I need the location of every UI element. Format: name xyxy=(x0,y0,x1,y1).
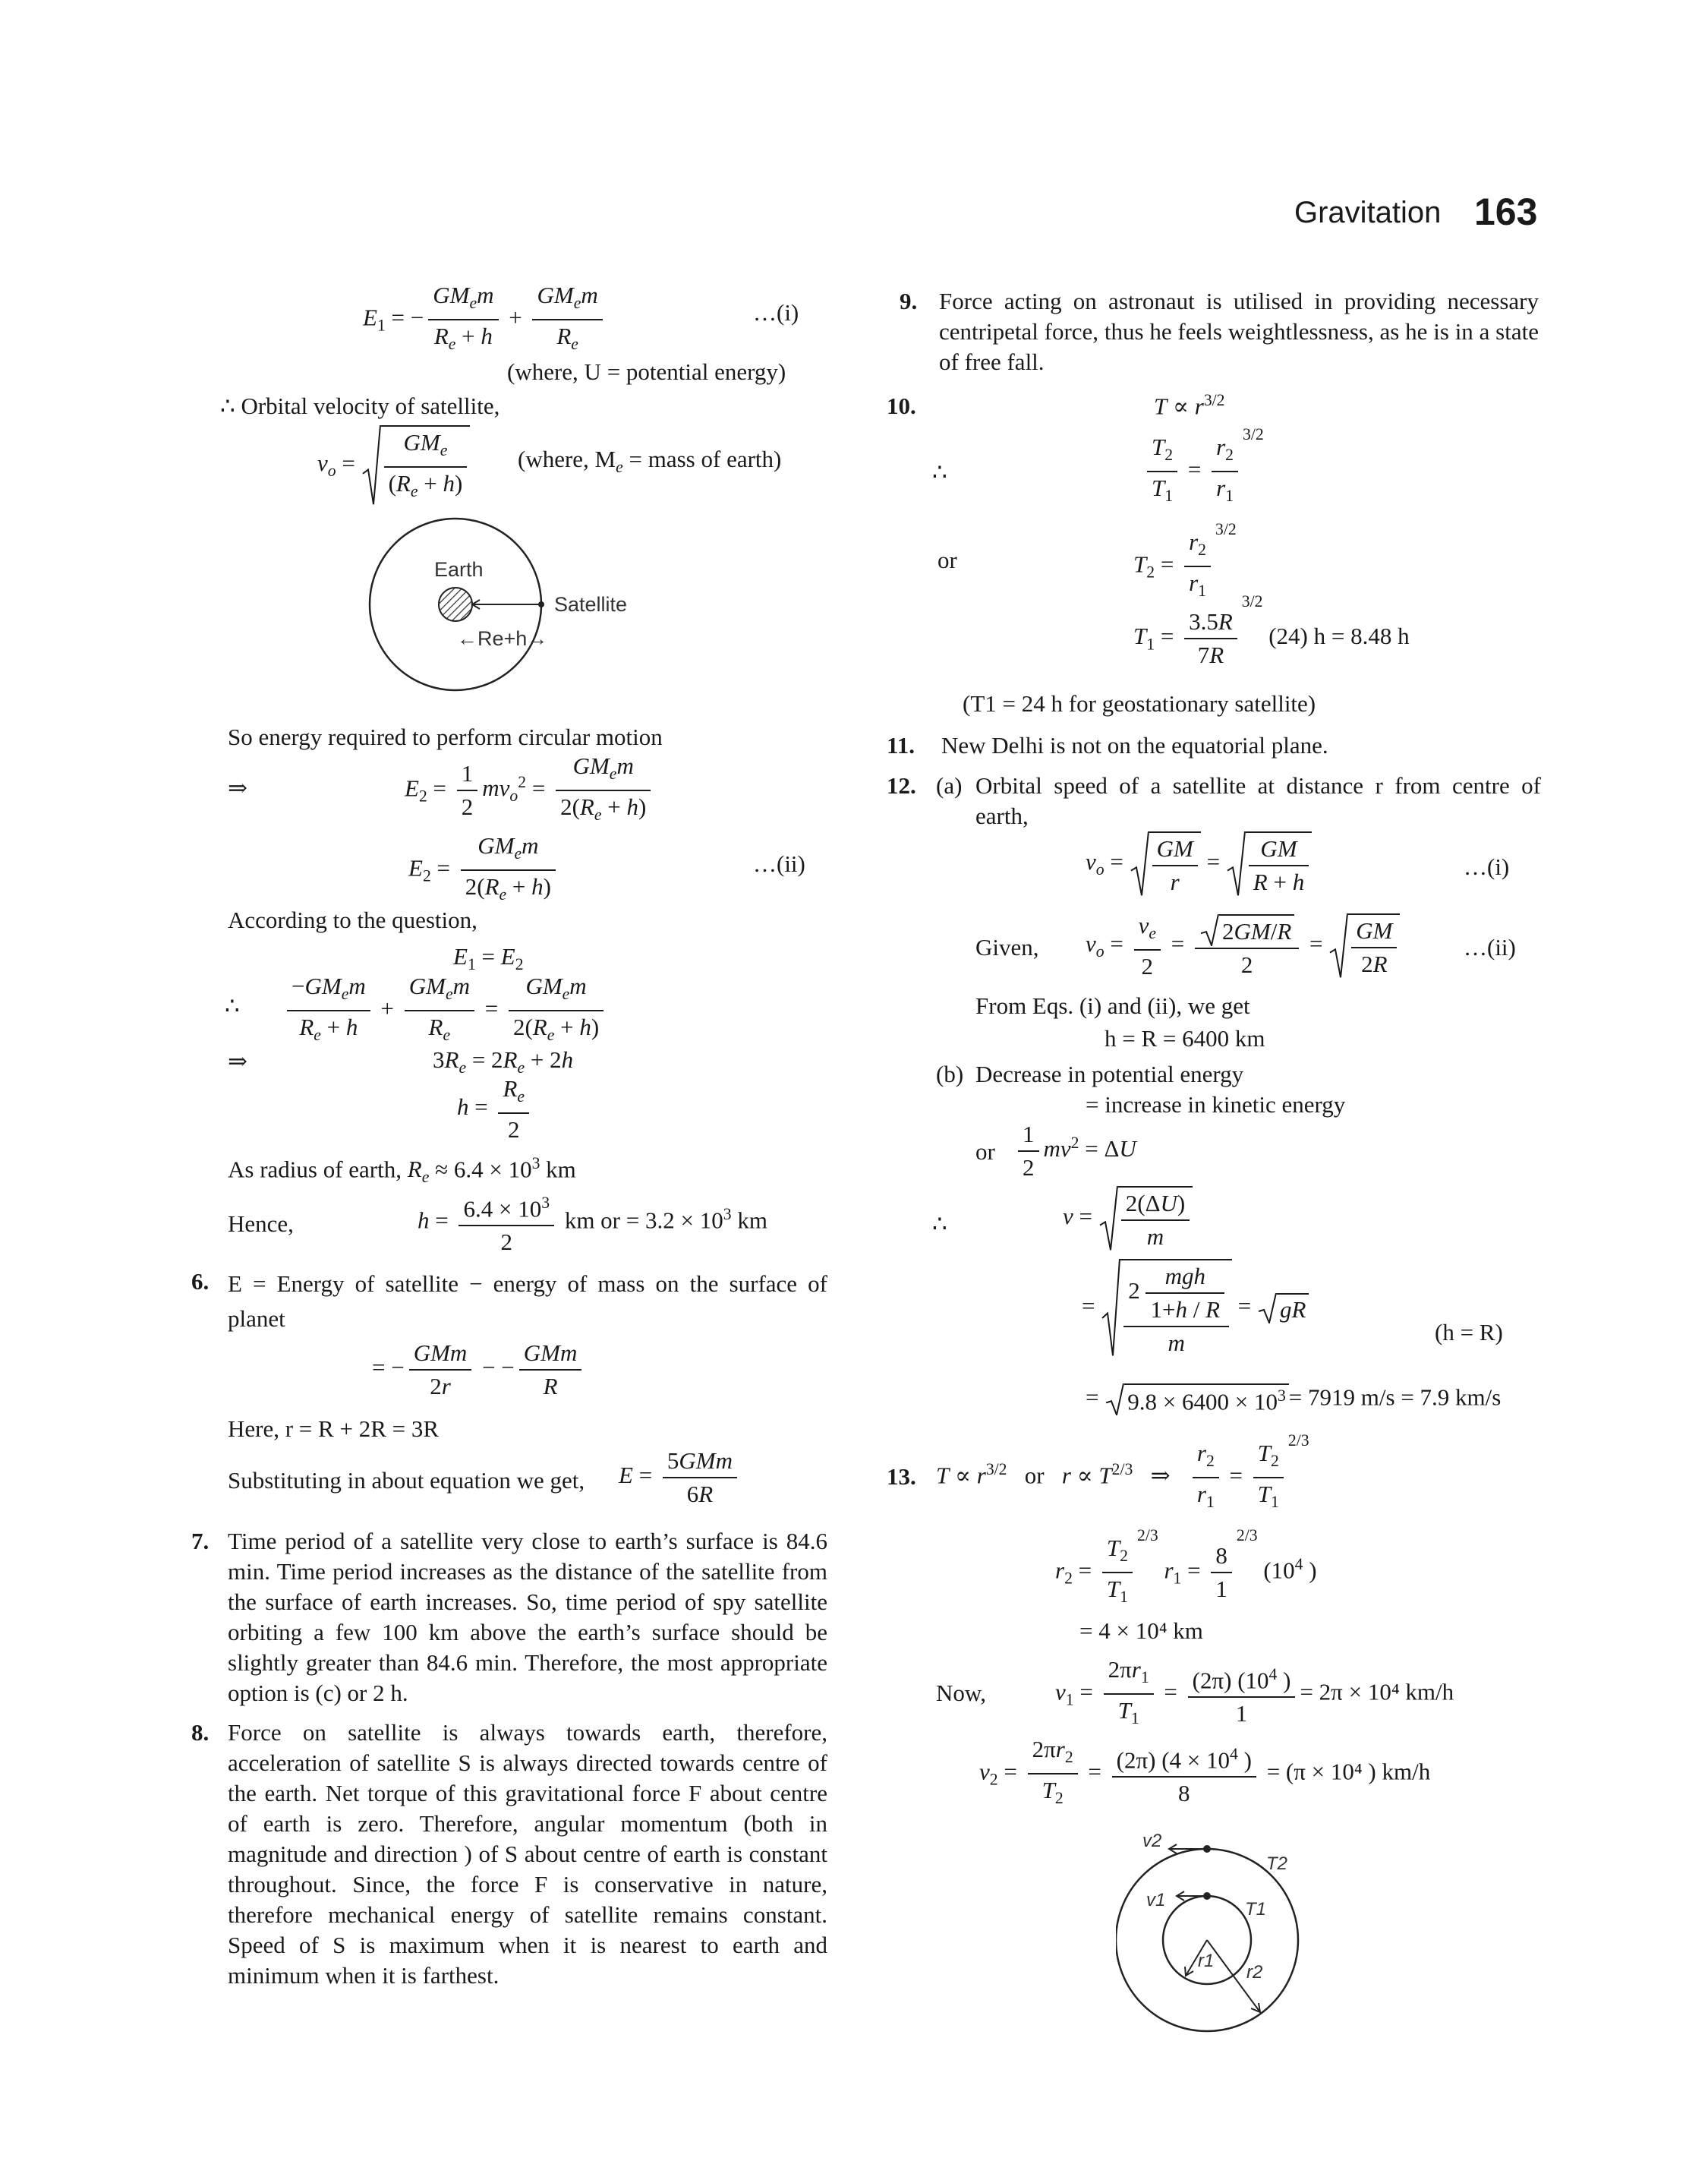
here-line: Here, r = R + 2R = 3R xyxy=(228,1415,440,1442)
q8-text: Force on satellite is always towards earth, therefore, acceleration of satellite S is always directed towards centre of the earth. Net torque of this gravitational force F about centre of earth is zero. Therefore, angular momentum (both in magnitude and direction ) of S about centre of earth is constant throughout. Since, the force F is conservative in nature, therefore mechanical energy of satellite remains constant. Speed of S is maximum when it is nearest to earth and minimum when it is farthest. xyxy=(228,1719,827,1989)
given-label: Given, xyxy=(975,934,1039,961)
v1-label: v1 xyxy=(1146,1890,1166,1910)
h-result: h = R = 6400 km xyxy=(1105,1025,1265,1052)
q12b-text: Decrease in potential energy xyxy=(975,1061,1244,1087)
equation-e-final: E = $\frac{\text{5GMm}}{6R}$ xyxy=(619,1446,742,1509)
where-me: (where, $M_e$ = mass of earth) xyxy=(518,446,782,477)
implies-2: ⇒ xyxy=(228,1048,247,1074)
q8-number: 8. xyxy=(191,1719,210,1746)
earth-label: Earth xyxy=(434,558,484,581)
equation-e2-a: $E_2$ = $\frac{1}{2}$ $mv_o^2$ = $\frac{GM_em}{2(R_e + h)}$ xyxy=(405,752,655,829)
q9-text: Force acting on astronaut is utilised in providing necessary centripetal force, thus he feels weightlessness, as he is in a state of free fall. xyxy=(939,288,1539,375)
r2-label: r2 xyxy=(1246,1962,1263,1983)
q11-text: New Delhi is not on the equatorial plane. xyxy=(941,732,1328,759)
implies-1: ⇒ xyxy=(228,774,247,801)
equation-t-ratio: $\frac{T_2}{T_1}$ = $\frac{r_2}{r_1}$ $^{3/2}$ xyxy=(1142,433,1264,510)
therefore-3: ∴ xyxy=(932,1210,947,1237)
equation-3re: $3R_e = 2R_e + 2h$ xyxy=(433,1046,574,1077)
satellite-label: Satellite xyxy=(554,593,628,616)
q12-number: 12. xyxy=(887,772,916,799)
q12b-label: (b) xyxy=(936,1061,964,1087)
radius-label: ←Re+h→ xyxy=(457,627,548,650)
equation-v2: $v_2$ = $\frac{2\pi r_2}{T_2}$ = $\frac{(2\pi) (4 \times 10^4 )}{8}$ = (π × 10⁴ ) km/h xyxy=(979,1736,1431,1808)
equation-q6: = − $\frac{\text{GMm}}{2r}$ − − $\frac{\text{GMm}}{R}$ xyxy=(372,1339,586,1401)
equation-ke: $\frac{1}{2}$ $mv^2 = \Delta U$ xyxy=(1013,1120,1136,1182)
so-energy-text: So energy required to perform circular motion xyxy=(228,724,663,750)
substituting-text: Substituting in about equation we get, xyxy=(228,1467,585,1494)
q6-number: 6. xyxy=(191,1268,210,1295)
h-eq-r: (h = R) xyxy=(1435,1319,1503,1345)
q12b-text2: = increase in kinetic energy xyxy=(1086,1091,1346,1118)
q11-number: 11. xyxy=(887,732,915,759)
earth-satellite-diagram xyxy=(349,513,638,702)
or-2: or xyxy=(975,1138,995,1165)
according-text: According to the question, xyxy=(228,907,477,933)
equation-tag-1: …(i) xyxy=(753,299,799,326)
equation-tag-2: …(ii) xyxy=(753,850,805,877)
equation-e1: $E_1$ = − $\frac{GM_em}{R_e + h}$ + $\frac{GM_em}{R_e}$ xyxy=(363,281,607,358)
equation-vo: $v_o$ = $\frac{GM_e}{(R_e + h)}$ xyxy=(317,425,470,506)
equation-t-prop: $T \propto r^{3/2}$ xyxy=(1154,391,1225,420)
r2-result: = 4 × 10⁴ km xyxy=(1079,1617,1203,1644)
equation-tag-vo: …(i) xyxy=(1464,853,1510,880)
equation-equate: $\frac{-GM_em}{R_e + h}$ + $\frac{GM_em}{R_e}$ = $\frac{GM_em}{2(R_e + h)}$ xyxy=(282,972,608,1049)
or-1: or xyxy=(938,547,957,573)
page-number: 163 xyxy=(1474,191,1538,233)
equation-v-mgh: = 2 $\frac{\text{mgh}}{1+h / R}$ m = gR xyxy=(1082,1259,1309,1358)
q6-text: E = Energy of satellite − energy of mass on the surface of planet xyxy=(228,1270,827,1332)
equation-vo-r: $v_o$ = $\frac{GM}{r}$ = $\frac{GM}{R + h}$ xyxy=(1086,831,1312,897)
now-label: Now, xyxy=(936,1680,987,1706)
equation-t2: $T_2$ = $\frac{r_2}{r_1}$ $^{3/2}$ xyxy=(1133,519,1237,601)
equation-h: h = $\frac{R_e}{2}$ xyxy=(457,1074,534,1144)
equation-r2: $r_2$ = $\frac{T_2}{T_1}$ $^{2/3}$ $r_1$ = $\frac{8}{1}$ $^{2/3}$ ($10^4$ ) xyxy=(1055,1525,1317,1607)
equation-v: v = $\frac{2(\Delta U)}{m}$ xyxy=(1063,1186,1193,1251)
therefore-2: ∴ xyxy=(932,459,947,485)
equation-tag-given: …(ii) xyxy=(1464,934,1516,961)
orbital-intro: ∴ Orbital velocity of satellite, xyxy=(220,393,500,419)
q13-number: 13. xyxy=(887,1463,916,1490)
q7-number: 7. xyxy=(191,1528,210,1554)
t1-label: T1 xyxy=(1245,1899,1267,1920)
equation-v1: $v_1$ = $\frac{2\pi r_1}{T_1}$ = $\frac{(2\pi) (10^4 )}{1}$ = 2π × 10⁴ km/h xyxy=(1055,1656,1454,1728)
equation-q13: $T \propto r^{3/2}$ or $r \propto T^{2/3}$ ⇒ $\frac{r_2}{r_1}$ = $\frac{T_2}{T_1}$ $^{2/3}$ xyxy=(936,1431,1309,1512)
q9-number: 9. xyxy=(900,288,918,314)
as-radius-line: As radius of earth, $R_e \approx 6.4 \times 10^3$ km xyxy=(228,1154,576,1187)
r1-label: r1 xyxy=(1198,1951,1215,1971)
equation-v-numeric: = $9.8 \times 6400 \times 10^3 = 7919$ m/s = 7.9 km/s xyxy=(1086,1383,1502,1415)
equation-e1-e2: $E_1 = E_2$ xyxy=(453,943,524,974)
chapter-title: Gravitation xyxy=(1294,196,1442,229)
therefore-1: ∴ xyxy=(225,992,240,1019)
equation-given: $v_o$ = $\frac{v_e}{2}$ = $\frac{2GM/R}{2}$ = $\frac{GM}{2R}$ xyxy=(1086,911,1400,981)
v2-label: v2 xyxy=(1142,1831,1162,1851)
where-note: (where, U = potential energy) xyxy=(507,358,786,385)
from-eqs-text: From Eqs. (i) and (ii), we get xyxy=(975,992,1250,1019)
equation-h-value: h = $\frac{6.4 \times 10^3}{2}$ km or = $3.2 \times 10^3$ km xyxy=(418,1188,767,1257)
t2-label: T2 xyxy=(1266,1853,1288,1874)
q10-number: 10. xyxy=(887,393,916,419)
q12a-text: Orbital speed of a satellite at distance r from centre of earth, xyxy=(975,772,1541,829)
hence-label: Hence, xyxy=(228,1210,294,1237)
geo-note: (T1 = 24 h for geostationary satellite) xyxy=(963,690,1316,717)
equation-e2-b: $E_2$ = $\frac{GM_em}{2(R_e + h)}$ xyxy=(408,831,560,909)
two-orbit-diagram xyxy=(1116,1815,1344,2043)
q7-text: Time period of a satellite very close to earth’s surface is 84.6 min. Time period increases as the distance of the satellite from the surface of earth increases. So, time period of spy satellite orbiting a few 100 km above the earth’s surface should be slightly greater than 84.6 min. Therefore, the most appropriate option is (c) or 2 h. xyxy=(228,1528,827,1706)
equation-t1: $T_1$ = $\frac{3.5R}{7R}$ $^{3/2}$ (24) h = 8.48 h xyxy=(1133,591,1410,668)
q12a-label: (a) xyxy=(936,772,963,799)
